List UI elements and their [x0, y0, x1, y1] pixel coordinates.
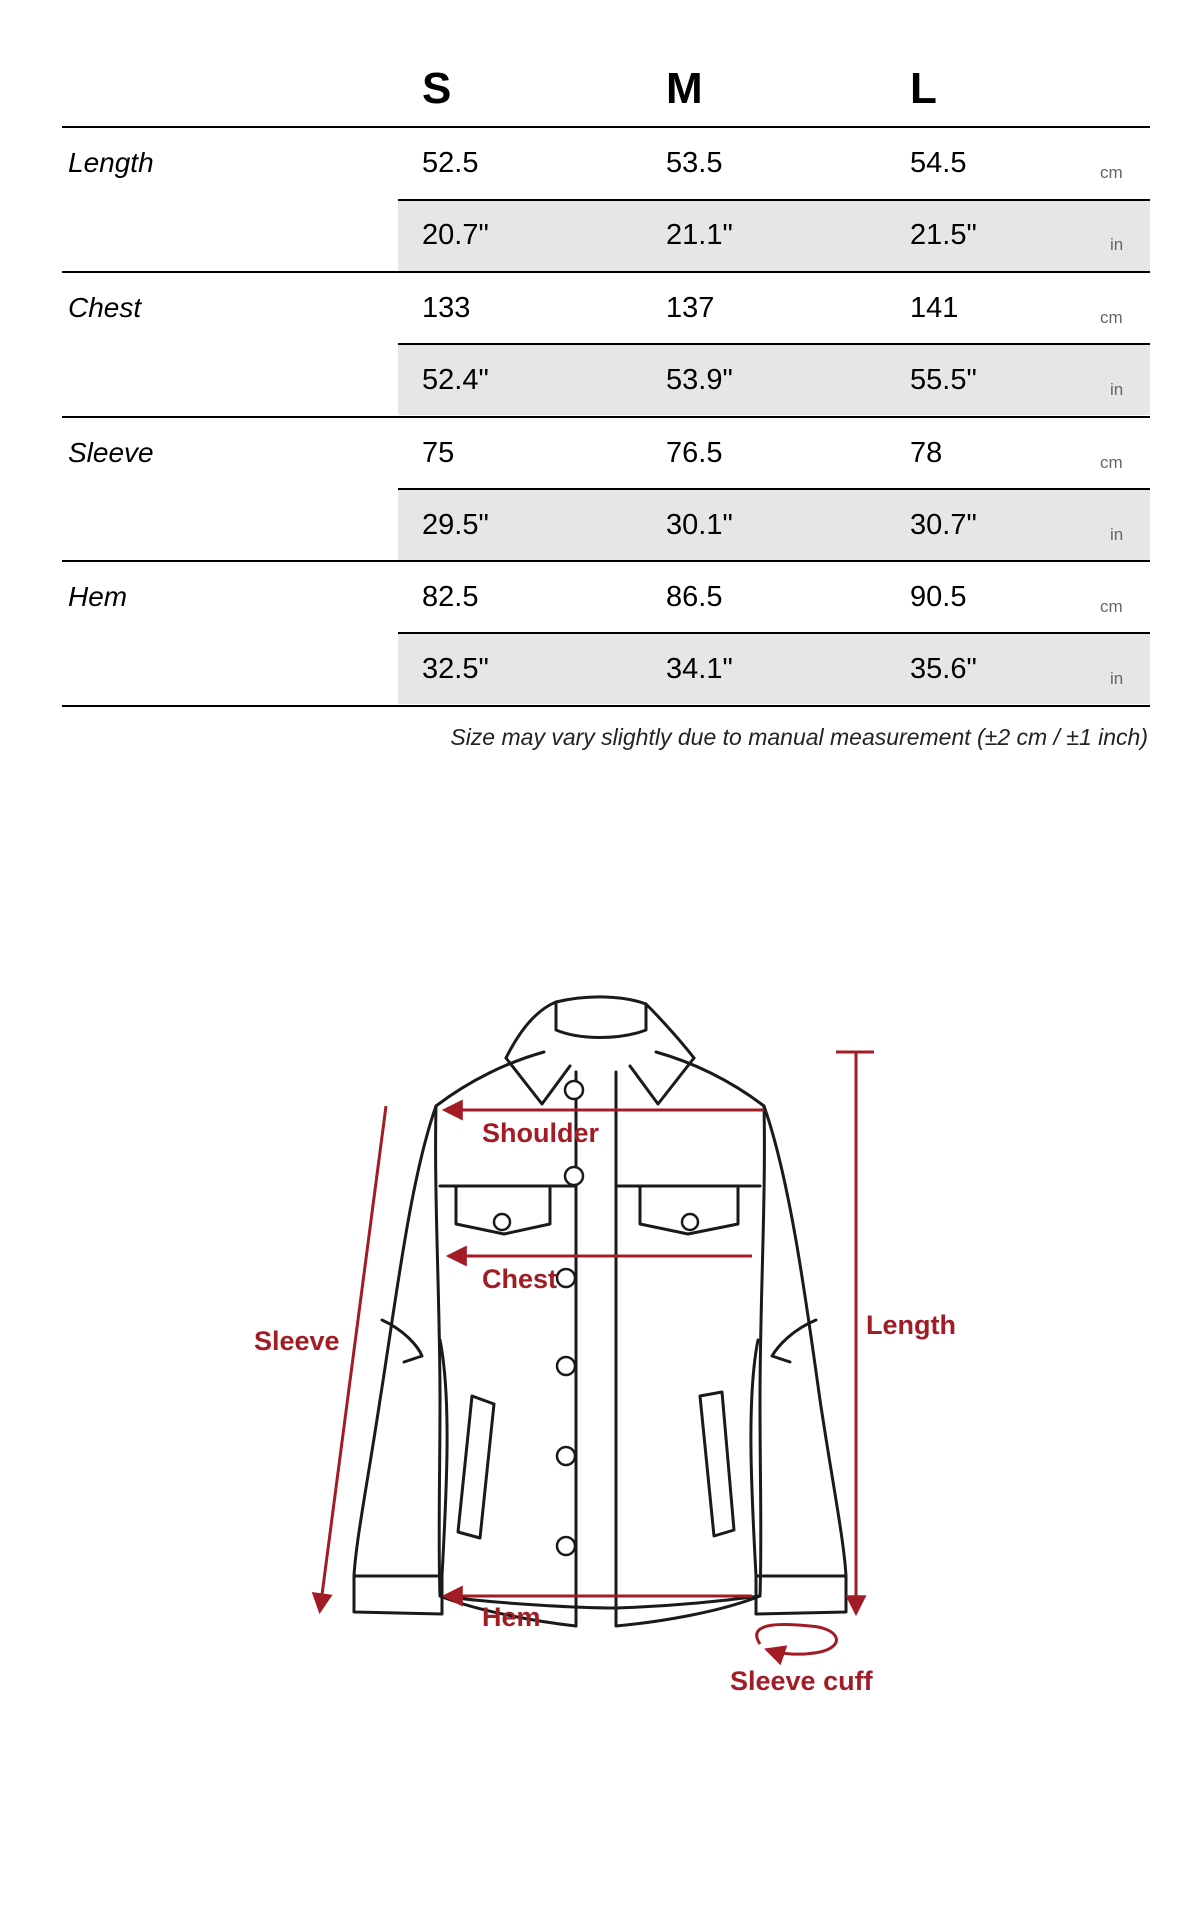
table-cell: 86.5 [666, 581, 723, 613]
table-cell: 76.5 [666, 437, 723, 469]
unit-label-in: in [1110, 669, 1124, 688]
measurement-note: Size may vary slightly due to manual measurement (±2 cm / ±1 inch) [450, 724, 1148, 750]
label-shoulder: Shoulder [482, 1118, 600, 1148]
table-cell: 20.7" [422, 219, 489, 251]
table-cell: 137 [666, 292, 715, 324]
table-cell: 82.5 [422, 581, 479, 613]
row-label-chest: Chest [68, 292, 142, 323]
unit-label-in: in [1110, 525, 1124, 544]
table-cell: 21.5" [910, 219, 977, 251]
row-label-length: Length [68, 147, 154, 178]
unit-label-cm: cm [1100, 308, 1123, 327]
size-header-m: M [666, 64, 703, 113]
button-icon [557, 1357, 575, 1375]
button-icon [565, 1081, 583, 1099]
label-hem: Hem [482, 1602, 541, 1632]
table-cell: 52.4" [422, 364, 489, 396]
label-length: Length [866, 1310, 956, 1340]
button-icon [565, 1167, 583, 1185]
table-cell: 35.6" [910, 653, 977, 685]
row-label-hem: Hem [68, 581, 128, 612]
table-cell: 75 [422, 437, 455, 469]
unit-label-cm: cm [1100, 163, 1123, 182]
table-cell: 29.5" [422, 509, 489, 541]
unit-label-cm: cm [1100, 597, 1123, 616]
button-icon [682, 1214, 698, 1230]
label-sleeve: Sleeve [254, 1326, 340, 1356]
table-cell: 34.1" [666, 653, 733, 685]
row-label-sleeve: Sleeve [68, 437, 154, 468]
table-cell: 53.9" [666, 364, 733, 396]
table-cell: 54.5 [910, 147, 967, 179]
table-cell: 32.5" [422, 653, 489, 685]
button-icon [494, 1214, 510, 1230]
button-icon [557, 1447, 575, 1465]
label-chest: Chest [482, 1264, 558, 1294]
table-cell: 21.1" [666, 219, 733, 251]
unit-label-cm: cm [1100, 453, 1123, 472]
sleeve-cuff-arrow [757, 1624, 837, 1654]
table-cell: 133 [422, 292, 471, 324]
table-cell: 141 [910, 292, 959, 324]
table-cell: 55.5" [910, 364, 977, 396]
label-sleeve-cuff: Sleeve cuff [730, 1666, 873, 1696]
table-cell: 90.5 [910, 581, 967, 613]
table-cell: 53.5 [666, 147, 723, 179]
jacket-buttons [494, 1081, 698, 1555]
table-cell: 78 [910, 437, 943, 469]
button-icon [557, 1537, 575, 1555]
table-cell: 30.1" [666, 509, 733, 541]
unit-label-in: in [1110, 380, 1124, 399]
jacket-outline [354, 997, 846, 1626]
table-cell: 30.7" [910, 509, 977, 541]
unit-label-in: in [1110, 235, 1124, 254]
size-header-s: S [422, 64, 452, 113]
button-icon [557, 1269, 575, 1287]
sleeve-arrow [320, 1106, 386, 1610]
table-cell: 52.5 [422, 147, 479, 179]
size-header-l: L [910, 64, 937, 113]
